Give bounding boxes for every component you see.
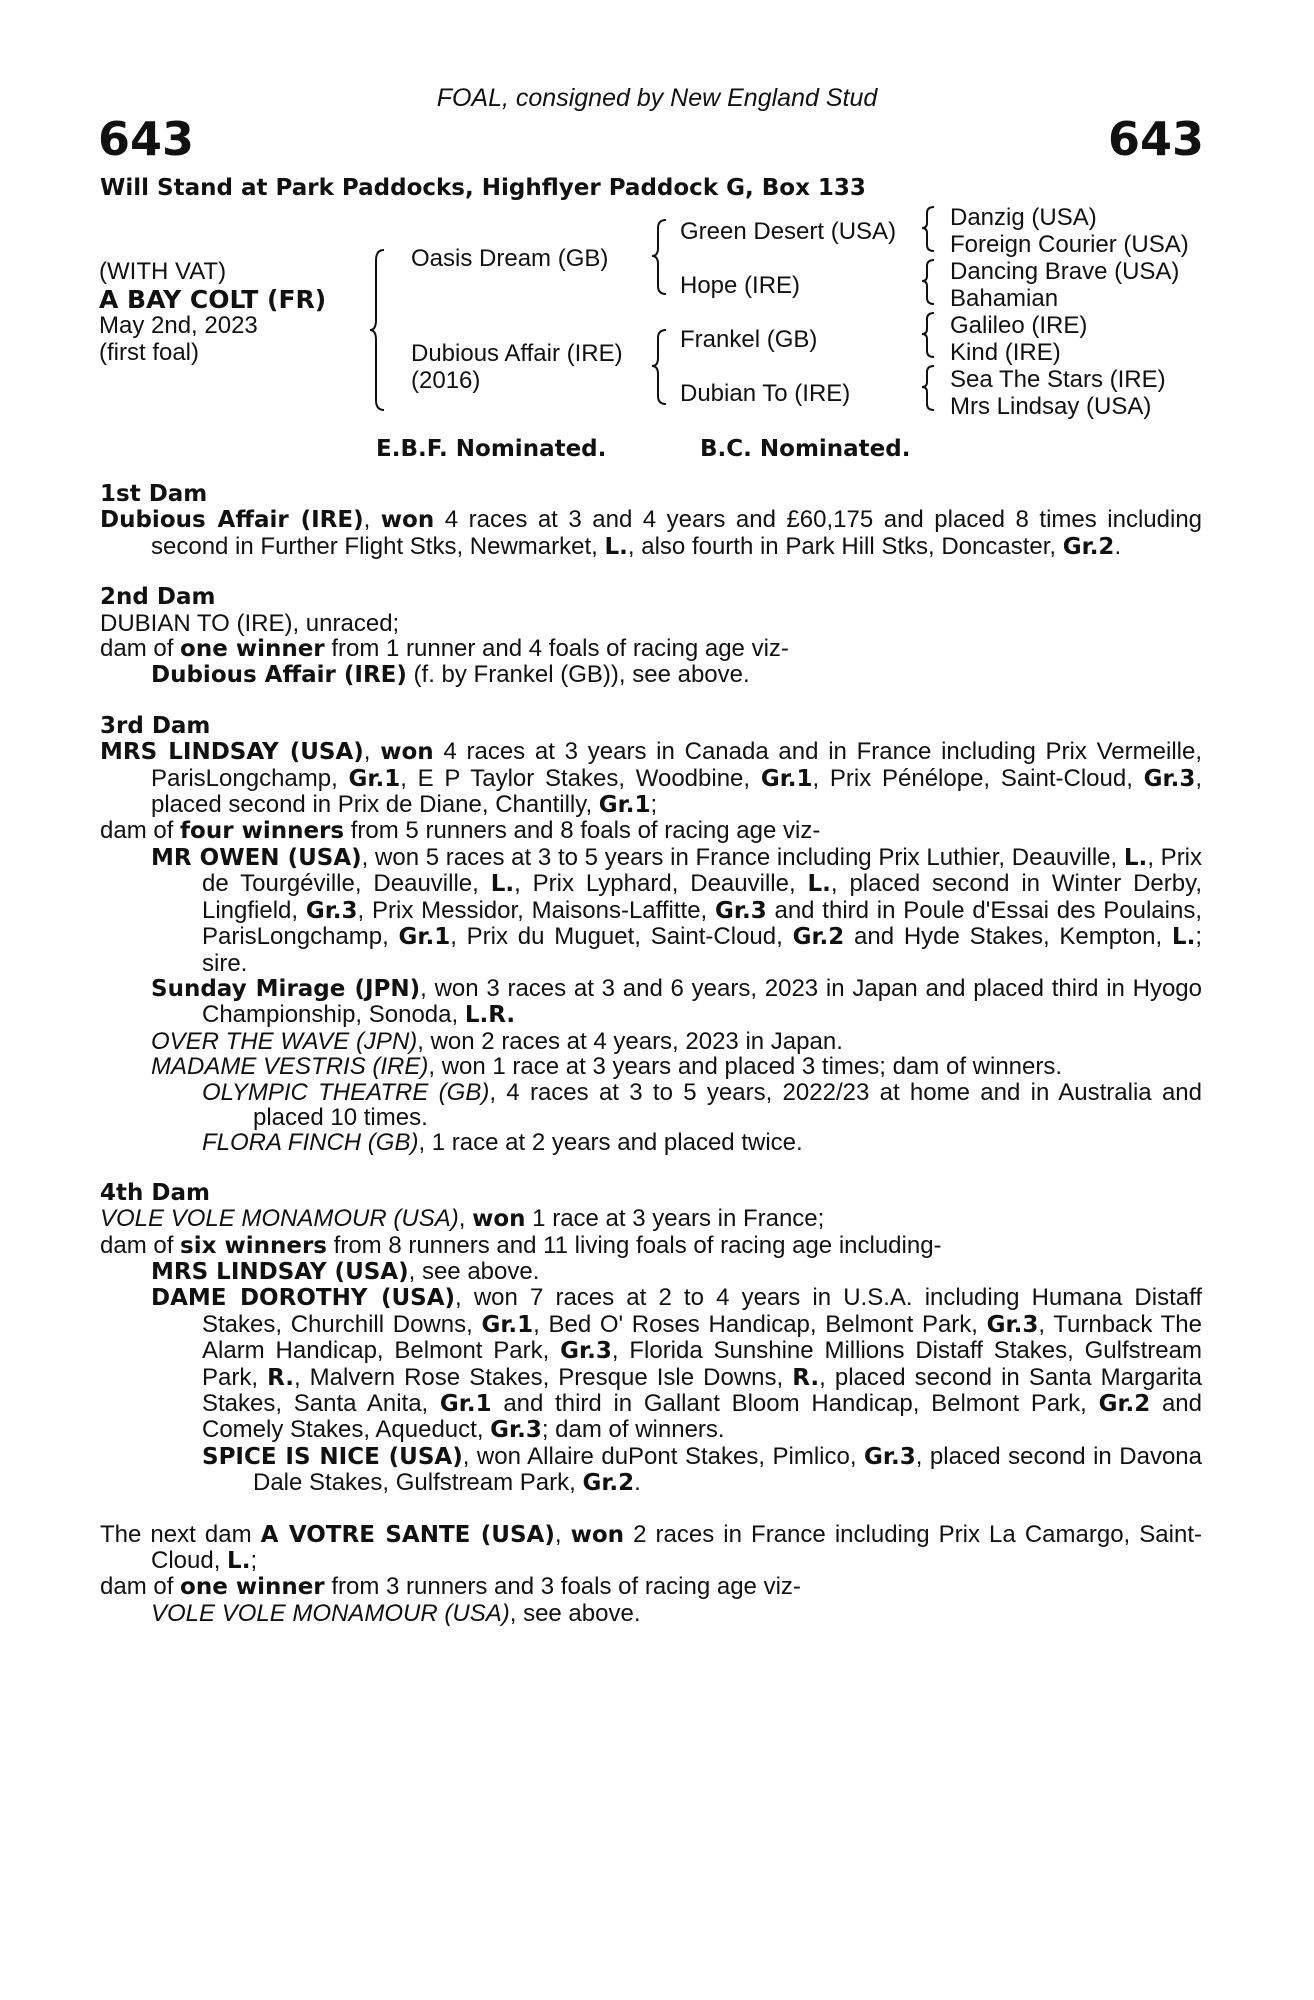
progeny-name: Dubious Affair (IRE)	[151, 662, 407, 689]
sire-name: Oasis Dream (GB)	[411, 245, 609, 272]
next-dam-child: VOLE VOLE MONAMOUR (USA), see above.	[151, 1599, 641, 1627]
record-text: dam of	[100, 635, 181, 663]
third-dam-heading: 3rd Dam	[100, 712, 211, 739]
sire-sire-name: Green Desert (USA)	[680, 218, 897, 245]
gsire-bracket-2	[922, 258, 938, 306]
progeny-name: Sunday Mirage (JPN)	[151, 975, 421, 1002]
record-text: .	[1114, 532, 1122, 560]
record-text: (f. by Frankel (GB)), see above.	[406, 661, 750, 689]
ebf-nomination: E.B.F. Nominated.	[376, 436, 607, 462]
group-tag: Gr.3	[1143, 765, 1196, 792]
fourth-dam-record: VOLE VOLE MONAMOUR (USA), won 1 race at 3 years in France;	[100, 1205, 825, 1233]
progeny-name: OLYMPIC THEATRE (GB)	[202, 1078, 490, 1106]
winner-count: six winners	[180, 1232, 327, 1259]
won-label: won	[472, 1206, 526, 1233]
listed-tag: L.	[604, 533, 628, 560]
lot-number-left: 643	[98, 112, 195, 166]
grand-ancestor-2: Foreign Courier (USA)	[950, 231, 1189, 258]
group-tag: Gr.2	[1062, 533, 1115, 560]
winner-count: one winner	[180, 1574, 325, 1601]
gsire-bracket-1	[922, 205, 938, 253]
produce-record	[100, 482, 1202, 1626]
progeny-mrs-lindsay: MRS LINDSAY (USA), see above.	[151, 1257, 540, 1285]
progeny-dame-dorothy: DAME DOROTHY (USA), won 7 races at 2 to 4 years in U.S.A. including Humana Distaff Stakes, Churchill Downs, Gr.1, Bed O' Roses Handicap, Belmont Park, Gr.3, Turnback The Alarm Handicap, Belmont Park, Gr.3, Florida Sunshine Millions Distaff Stakes, Gulfstream Park, R., Malvern Rose Stakes, Presque Isle Downs, R., placed second in Santa Margarita Stakes, Santa Anita, Gr.1 and third in Gallant Bloom Handicap, Belmont Park, Gr.2 and Comely Stakes, Aqueduct, Gr.3; dam of winners.	[151, 1284, 1202, 1444]
progeny-spice-is-nice: SPICE IS NICE (USA), won Allaire duPont Stakes, Pimlico, Gr.3, placed second in Davona Dale Stakes, Gulfstream Park, Gr.2.	[202, 1442, 1202, 1497]
progeny-over-the-wave: OVER THE WAVE (JPN), won 2 races at 4 years, 2023 in Japan.	[151, 1027, 843, 1055]
dam-year: (2016)	[411, 367, 481, 394]
won-label: won	[380, 507, 435, 534]
record-text: from 1 runner and 4 foals of racing age viz-	[324, 635, 789, 663]
grand-ancestor-4: Bahamian	[950, 285, 1059, 312]
progeny-flora-finch: FLORA FINCH (GB), 1 race at 2 years and placed twice.	[202, 1129, 803, 1157]
won-label: won	[570, 1521, 625, 1548]
progeny-name: MADAME VESTRIS (IRE)	[151, 1053, 429, 1081]
grand-ancestor-1: Danzig (USA)	[950, 204, 1097, 231]
gsire-bracket-3	[922, 311, 938, 359]
second-dam-child	[100, 662, 1202, 688]
second-dam-line: DUBIAN TO (IRE), unraced;	[100, 609, 400, 637]
first-dam-name: Dubious Affair (IRE)	[100, 507, 364, 534]
progeny-sunday-mirage: Sunday Mirage (JPN), won 3 races at 3 and 6 years, 2023 in Japan and placed third in Hyogo Championship, Sonoda, L.R.	[151, 974, 1202, 1029]
progeny-name: VOLE VOLE MONAMOUR (USA)	[151, 1599, 510, 1627]
progeny-name: SPICE IS NICE (USA)	[202, 1443, 463, 1470]
horse-name: A BAY COLT (FR)	[99, 285, 327, 314]
third-dam-produce: dam of four winners from 5 runners and 8 foals of racing age viz-	[100, 817, 821, 845]
grand-ancestor-3: Dancing Brave (USA)	[950, 258, 1180, 285]
progeny-name: MR OWEN (USA)	[151, 844, 362, 871]
group-tag: Gr.1	[760, 765, 813, 792]
winner-count: four winners	[180, 818, 345, 845]
sire-bracket	[652, 218, 670, 298]
second-dam-heading: 2nd Dam	[100, 584, 216, 611]
progeny-name: MRS LINDSAY (USA)	[151, 1258, 409, 1285]
next-dam-produce: dam of one winner from 3 runners and 3 foals of racing age viz-	[100, 1573, 801, 1601]
progeny-name: FLORA FINCH (GB)	[202, 1129, 419, 1157]
next-dam-name: A VOTRE SANTE (USA)	[260, 1521, 555, 1548]
fourth-dam-heading: 4th Dam	[100, 1179, 210, 1206]
first-dam-heading: 1st Dam	[100, 481, 208, 507]
sire-dam-bracket	[370, 248, 390, 412]
grand-ancestor-8: Mrs Lindsay (USA)	[950, 393, 1152, 420]
lot-number-right: 643	[1107, 112, 1204, 166]
progeny-olympic-theatre: OLYMPIC THEATRE (GB), 4 races at 3 to 5 years, 2022/23 at home and in Australia and placed 10 times.	[202, 1078, 1202, 1131]
dam-sire-name: Frankel (GB)	[680, 326, 818, 353]
progeny-name: OVER THE WAVE (JPN)	[151, 1027, 418, 1055]
horse-dob: May 2nd, 2023	[99, 312, 258, 339]
horse-note: (first foal)	[99, 339, 200, 366]
record-text: , also fourth in Park Hill Stks, Doncaster,	[627, 532, 1063, 560]
second-dam-produce	[100, 636, 1202, 662]
group-tag: Gr.1	[598, 792, 651, 819]
dam-name: Dubious Affair (IRE)	[411, 340, 623, 367]
stand-location: Will Stand at Park Paddocks, Highflyer Paddock G, Box 133	[100, 175, 866, 201]
gsire-bracket-4	[922, 364, 938, 412]
fourth-dam-name: VOLE VOLE MONAMOUR (USA)	[100, 1205, 459, 1233]
grand-ancestor-6: Kind (IRE)	[950, 339, 1061, 366]
third-dam-name: MRS LINDSAY (USA)	[100, 739, 364, 766]
won-label: won	[380, 739, 434, 766]
sire-dam-name: Hope (IRE)	[680, 272, 801, 299]
progeny-madame-vestris: MADAME VESTRIS (IRE), won 1 race at 3 years and placed 3 times; dam of winners.	[151, 1053, 1063, 1081]
dam-bracket	[652, 328, 670, 408]
dam-dam-name: Dubian To (IRE)	[680, 380, 851, 407]
first-dam-record: Dubious Affair (IRE), won 4 races at 3 and 4 years and £60,175 and placed 8 times including second in Further Flight Stks, Newmarket, L., also fourth in Park Hill Stks, Doncaster, Gr.2.	[100, 506, 1203, 560]
next-dam-record: The next dam A VOTRE SANTE (USA), won 2 races in France including Prix La Camargo, Saint-Cloud, L.;	[100, 1520, 1202, 1575]
progeny-name: DAME DOROTHY (USA)	[151, 1285, 456, 1312]
grand-ancestor-7: Sea The Stars (IRE)	[950, 366, 1166, 393]
grand-ancestor-5: Galileo (IRE)	[950, 312, 1088, 339]
record-text: 4 races at 3 and 4 years and £60,175 and placed 8 times including second in Further Flight Stks, Newmarket,	[151, 506, 1203, 560]
third-dam-record: MRS LINDSAY (USA), won 4 races at 3 years in Canada and in France including Prix Vermeille, ParisLongchamp, Gr.1, E P Taylor Stakes, Woodbine, Gr.1, Prix Pénélope, Saint-Cloud, Gr.3, placed second in Prix de Diane, Chantilly, Gr.1;	[100, 738, 1202, 819]
group-tag: Gr.1	[348, 765, 401, 792]
vat-note: (WITH VAT)	[99, 258, 227, 285]
progeny-mr-owen: MR OWEN (USA), won 5 races at 3 to 5 years in France including Prix Luthier, Deauville, L., Prix de Tourgéville, Deauville, L., Prix Lyphard, Deauville, L., placed second in Winter Derby, Lingfield, Gr.3, Prix Messidor, Maisons-Laffitte, Gr.3 and third in Poule d'Essai des Poulains, ParisLongchamp, Gr.1, Prix du Muguet, Saint-Cloud, Gr.2 and Hyde Stakes, Kempton, L.; sire.	[151, 843, 1203, 977]
winner-count: one winner	[180, 636, 325, 663]
consignor-line: FOAL, consigned by New England Stud	[436, 84, 878, 112]
bc-nomination: B.C. Nominated.	[700, 436, 911, 462]
fourth-dam-produce: dam of six winners from 8 runners and 11 living foals of racing age including-	[100, 1231, 942, 1259]
